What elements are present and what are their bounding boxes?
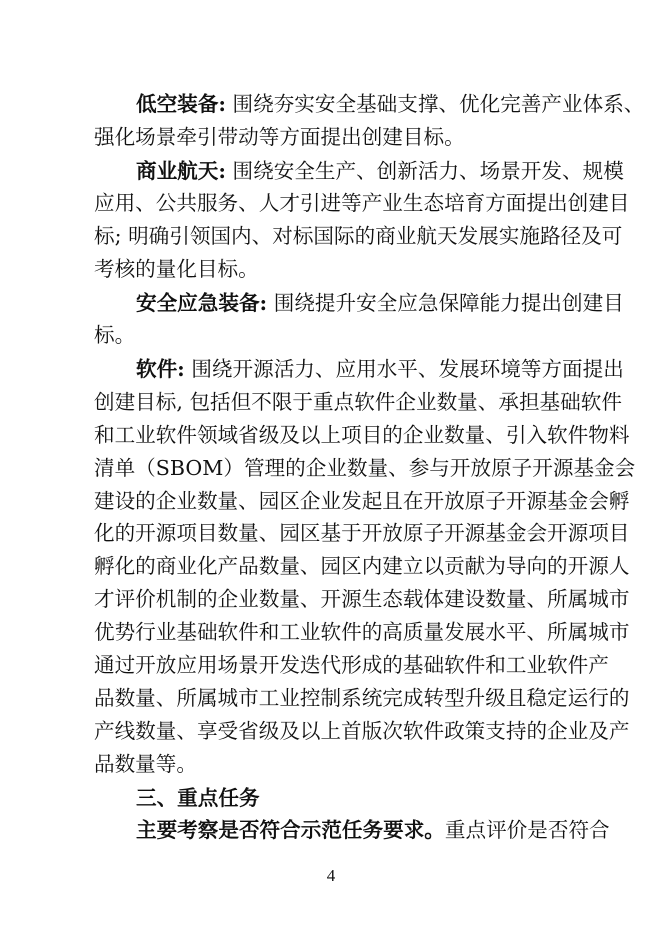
- paragraph-line: 才评价机制的企业数量、开源生态载体建设数量、所属城市: [94, 587, 630, 611]
- page-number: 4: [326, 866, 336, 885]
- paragraph-line: 品数量等。: [94, 752, 197, 776]
- paragraph-heading: 商业航天:: [136, 159, 226, 183]
- emphasis-text: 主要考察是否符合示范任务要求。: [136, 818, 445, 842]
- paragraph-line: 孵化的商业化产品数量、园区内建立以贡献为导向的开源人: [94, 554, 630, 578]
- paragraph-heading: 低空装备:: [136, 92, 226, 116]
- paragraph-line: 应用、公共服务、人才引进等产业生态培育方面提出创建目: [94, 191, 630, 215]
- paragraph-heading: 软件:: [136, 357, 185, 381]
- paragraph-line: 考核的量化目标。: [94, 257, 259, 281]
- paragraph-line: 产线数量、享受省级及以上首版次软件政策支持的企业及产: [94, 719, 630, 743]
- paragraph-line: 标。: [94, 323, 136, 347]
- paragraph-line: 主要考察是否符合示范任务要求。重点评价是否符合: [136, 818, 610, 842]
- paragraph-line: 品数量、所属城市工业控制系统完成转型升级且稳定运行的: [94, 686, 630, 710]
- paragraph-line: 建设的企业数量、园区企业发起且在开放原子开源基金会孵: [94, 489, 630, 513]
- paragraph-line: 通过开放应用场景开发迭代形成的基础软件和工业软件产: [94, 653, 609, 677]
- section-heading: 三、重点任务: [136, 786, 260, 810]
- paragraph-line: 和工业软件领域省级及以上项目的企业数量、引入软件物料: [94, 423, 630, 447]
- paragraph-line: 低空装备: 围绕夯实安全基础支撑、优化完善产业体系、: [136, 92, 645, 116]
- paragraph-heading: 安全应急装备:: [136, 291, 268, 315]
- paragraph-line: 商业航天: 围绕安全生产、创新活力、场景开发、规模: [136, 159, 624, 183]
- paragraph-line: 强化场景牵引带动等方面提出创建目标。: [94, 125, 465, 149]
- paragraph-line: 优势行业基础软件和工业软件的高质量发展水平、所属城市: [94, 620, 630, 644]
- paragraph-line: 软件: 围绕开源活力、应用水平、发展环境等方面提出: [136, 357, 624, 381]
- paragraph-line: 安全应急装备: 围绕提升安全应急保障能力提出创建目: [136, 291, 624, 315]
- paragraph-line: 创建目标, 包括但不限于重点软件企业数量、承担基础软件: [94, 390, 622, 414]
- paragraph-line: 标; 明确引领国内、对标国际的商业航天发展实施路径及可: [94, 224, 623, 248]
- paragraph-line: 化的开源项目数量、园区基于开放原子开源基金会开源项目: [94, 521, 630, 545]
- paragraph-line: 清单（SBOM）管理的企业数量、参与开放原子开源基金会: [94, 456, 636, 480]
